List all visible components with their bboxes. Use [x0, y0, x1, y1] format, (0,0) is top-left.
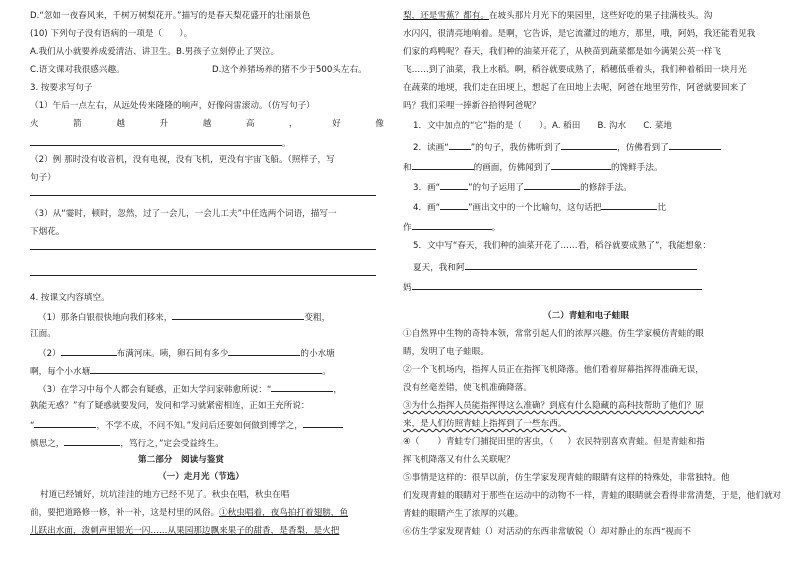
passage2-p3-line-1: ③为什么指挥人员能指挥得这么准确？到底有什么隐藏的高科技帮助了他们？原 [403, 401, 704, 411]
q4-1-line-2: 江面。 [30, 329, 56, 339]
passage1-cont-line-4: 飞……到了油菜，我上水稻。啊，稻谷就要成熟了，稻穗低垂着头，我们种着稻田一块月光 [403, 65, 747, 75]
q3-1-stem: （1）午后一点左右，从远处传来隆隆的响声，好像闷雷滚动。（仿写句子） [30, 101, 315, 111]
passage1-line-2 [30, 508, 348, 518]
blank-line[interactable] [561, 141, 617, 150]
blank-line[interactable] [440, 201, 468, 210]
passage2-p2-line-1: ②一个飞机场内，指挥人员正在指挥飞机降落。他们看着屏幕指挥得准确无误， [403, 365, 704, 375]
option-d-line: D.“忽如一夜春风来，千树万树梨花开。”描写的是春天梨花盛开的壮丽景色 [30, 11, 311, 21]
q3-1-char: 好 [332, 119, 341, 129]
blank-line[interactable] [228, 347, 300, 356]
passage2-p1-line-1: ①自然界中生物的奇特本领，常常引起人们的浓厚兴趣。仿生学家模仿青蛙的眼 [403, 329, 704, 339]
blank-line[interactable] [449, 141, 471, 150]
reading-q5-line-3 [403, 281, 702, 293]
blank-line[interactable] [61, 347, 117, 356]
q4-3-text-e: ，不学不成，不问不知。”发问后还要如何做到博学之， [96, 421, 303, 431]
blank-line[interactable] [412, 221, 492, 230]
q3-1-char: 升 [159, 119, 169, 129]
q4-3-line-2: 孰能无惑？”有了疑惑就要发问，发问和学习就紧密相连，正如王充所说： [30, 401, 310, 411]
rq2-text-d: 和 [403, 163, 412, 173]
blank-line[interactable] [303, 419, 343, 428]
passage2-p4-line-1 [403, 437, 705, 447]
reading-q4-line-2 [403, 221, 500, 233]
rq3-text-c: 的修辞手法。 [580, 183, 632, 193]
q3-1-answer-line [30, 119, 384, 129]
q4-3-line-4 [30, 437, 224, 449]
q3-3-tail: 下烟花。 [30, 227, 65, 237]
rq5-text-b: 夏天，我和阿 [413, 263, 465, 273]
passage2-p5-line-2: 们发现青蛙的眼睛对于那些在运动中的动物不一样，青蛙的眼睛就会看得非常清楚，于是，他们就对 [403, 491, 782, 501]
q4-3-line [30, 383, 342, 395]
q3-3-answer-line-2[interactable] [30, 275, 376, 276]
reading-q3 [403, 181, 632, 193]
passage1-text-a: 前，要把道路修一修，补一补，这是村里的风俗。 [30, 508, 220, 518]
blank-line[interactable] [669, 141, 721, 150]
passage2-p6-line-1: ⑥仿生学家发现青蛙（）对活动的东西非常敏锐（）却对静止的东西“视而不 [403, 527, 691, 537]
q3-1-char: 箭 [73, 119, 82, 129]
q3-3-stem: （3）从“霎时，顿时，忽然，过了一会儿，一会儿工夫”中任选两个词语，描写一 [30, 209, 337, 219]
passage2-p2-line-2: 没有丝毫差错，使飞机准确降落。 [403, 383, 532, 393]
blank-line[interactable] [412, 281, 702, 290]
q10-options-cd [30, 65, 384, 75]
q3-1-char: 火 [30, 119, 39, 129]
blank-line[interactable] [172, 311, 304, 320]
q4-1-line [30, 311, 330, 323]
rq3-text-a: 3．画“ [413, 183, 441, 193]
q4-3-line-3 [30, 419, 343, 431]
blank-line[interactable] [524, 181, 580, 190]
passage1-cont-underlined: 梨，还是雪蕉？都有。 [403, 11, 489, 21]
q4-3-text-f: 慎思之， [30, 439, 65, 449]
passage1-cont-line-6: 吗？我们采哩一捧新谷拾得阿爸呢？ [403, 101, 541, 111]
passage2-p1-line-2: 睛，发明了电子蛙眼。 [403, 347, 489, 357]
passage1-cont-line-3: 们家的鸡鸭呢？春天，我们种的油菜开花了，从秧苗到蔬菜都是如今满架公英一样飞 [403, 47, 721, 57]
rq4-text-c: 比 [657, 203, 667, 213]
part2-title: 第二部分 阅读与鉴赏 [138, 455, 224, 465]
passage2-title: （二）青蛙和电子蛙眼 [543, 311, 629, 321]
q4-3-text-d: “ [30, 421, 35, 431]
reading-q5-line-1: 5．文中写“春天，我们种的油菜开花了……看，稻谷就要成熟了”，我能想象： [413, 241, 711, 251]
passage1-line-3: 儿跃出水面，泼刺声里银光一闪……从果园那边飘来果子的甜香，是香梨，是火把 [30, 526, 340, 536]
p2-4-text-a: ④（ [403, 437, 420, 447]
passage1-cont-text: 在坡头那片月光下的果园里，这些好吃的果子挂满枝头。沟 [488, 11, 713, 21]
rq2-text-a: 2．读画“ [413, 143, 449, 153]
q3-2-stem: （2）例 那时没有收音机，没有电视，没有飞机，更没有宇宙飞船。（照样子，写 [30, 155, 335, 165]
p2-4-text-b: ）青蛙专门捕捉田里的害虫，（ [437, 437, 554, 447]
rq2-text-f: 的馋鲜手法。 [610, 163, 663, 173]
passage2-p4-line-2: 挥飞机降落又有什么关联呢？ [403, 455, 515, 465]
q3-1-char: 高 [245, 119, 255, 129]
q4-2-text-d: 啊，每个小水塘 [30, 367, 91, 377]
q3-title: 3. 按要求写句子 [30, 83, 93, 93]
q3-1-char: 像 [375, 119, 384, 129]
blank-line[interactable] [465, 261, 697, 270]
reading-q2-line-1 [403, 141, 721, 153]
blank-line[interactable] [601, 201, 657, 210]
rq4-text-b: ”画出文中的一个比喻句，这句话把 [468, 203, 602, 213]
blank-line[interactable] [412, 161, 474, 170]
passage1-underlined-text: ①秋虫唱着，夜鸟拍打着翅膀，鱼 [219, 508, 348, 518]
blank-line[interactable] [551, 161, 611, 170]
q4-1-text-a: （1）那条白银很快地向我们移来， [38, 313, 173, 323]
blank-line[interactable] [30, 137, 282, 146]
q3-3-answer-line-1[interactable] [30, 249, 376, 250]
reading-q4-line-1 [403, 201, 666, 213]
q3-1-char: 越 [202, 119, 212, 129]
passage2-p3-line-2: 来，是人们仿照青蛙上指挥到了一些东西。 [403, 419, 567, 429]
q4-2-text-e: 。 [322, 367, 331, 377]
q10-stem: (10) 下列句子没有语病的一项是（ ）。 [30, 29, 193, 39]
q10-options-ab: A.我们从小就要养成爱清洁、讲卫生。B.男孩子立刻停止了哭泣。 [30, 47, 280, 57]
reading-q5-line-2 [403, 261, 697, 273]
q4-1-text-b: 变粗， [304, 313, 331, 323]
q4-2-line-2 [30, 365, 331, 377]
passage1-line-1: 村道已经铺好，坑坑洼洼的地方已经不见了。秋虫在唱，秋虫在唱 [40, 490, 290, 500]
q4-title: 4. 按课文内容填空。 [30, 293, 110, 303]
rq3-text-b: ”的句子运用了 [468, 183, 525, 193]
q4-3-text-g: ，笃行之，”定会受益终生。 [120, 439, 224, 449]
blank-line[interactable] [90, 365, 322, 374]
blank-line[interactable] [271, 383, 333, 392]
p2-4-text-c: ）农民特别喜欢青蛙。但是青蛙和指 [567, 437, 705, 447]
q4-2-text-c: 的小水塘 [300, 349, 335, 359]
q4-3-text-a: （3）在学习中每个人都会有疑惑，正如大学问家韩愈所说：“ [38, 385, 272, 395]
rq2-text-e: 的画面，仿佛闻到了 [473, 163, 551, 173]
q3-2-answer-line[interactable] [30, 195, 376, 196]
q3-2-tail: 句子） [30, 173, 56, 183]
q10-option-d: D.这个养猪场养的猪不少于500头左右。 [212, 65, 367, 75]
q3-1-char: 越 [116, 119, 125, 129]
q4-2-text-a: （2） [38, 349, 61, 359]
passage2-p5-line-3: 青蛙的眼睛产生了浓厚的兴趣。 [403, 509, 524, 519]
passage1-cont-line-1 [403, 11, 712, 21]
q4-2-text-b: 布满河床。咦，卵石间有多少 [116, 349, 229, 359]
q4-3-text-b: ， [333, 385, 342, 395]
reading-q2-line-2 [403, 161, 663, 173]
passage1-cont-line-2: 水闪闪，很清亮地响着。是啊，它告诉，是它流灌过的地方，那里，哦，阿妈，我还能看见我 [403, 29, 756, 39]
blank-line[interactable] [440, 181, 468, 190]
rq5-text-c: 妈 [403, 283, 412, 293]
passage2-p5-line-1: ⑤事情是这样的：很早以前，仿生学家发现青蛙的眼睛有这样的特殊处，非常独特。他 [403, 473, 730, 483]
blank-line[interactable] [64, 437, 120, 446]
blank-line[interactable] [34, 419, 96, 428]
q3-1-char: ， [289, 119, 298, 129]
reading-q1: 1．文中加点的“它”指的是（ ）。A. 稻田 B. 沟水 C. 菜地 [413, 121, 672, 131]
q4-2-line [30, 347, 335, 359]
rq4-text-a: 4．画“ [413, 203, 441, 213]
q3-1-answer-blank[interactable]: 。 [30, 137, 291, 149]
rq2-text-c: ，仿佛看到了 [617, 143, 669, 153]
passage1-cont-line-5: 在蔬菜的地埂，我们走在田埂上，想起了在田地上去呢，阿爸在地里劳作，阿爸就要回来了 [403, 83, 747, 93]
passage1-title: （一）走月光（节选） [158, 472, 244, 482]
rq4-text-e: 。 [491, 223, 501, 233]
rq4-text-d: 作 [403, 223, 412, 233]
rq2-text-b: ”的句子，我仿佛听到了 [470, 143, 562, 153]
q10-option-c: C.语文课对我很感兴趣。 [30, 65, 125, 75]
